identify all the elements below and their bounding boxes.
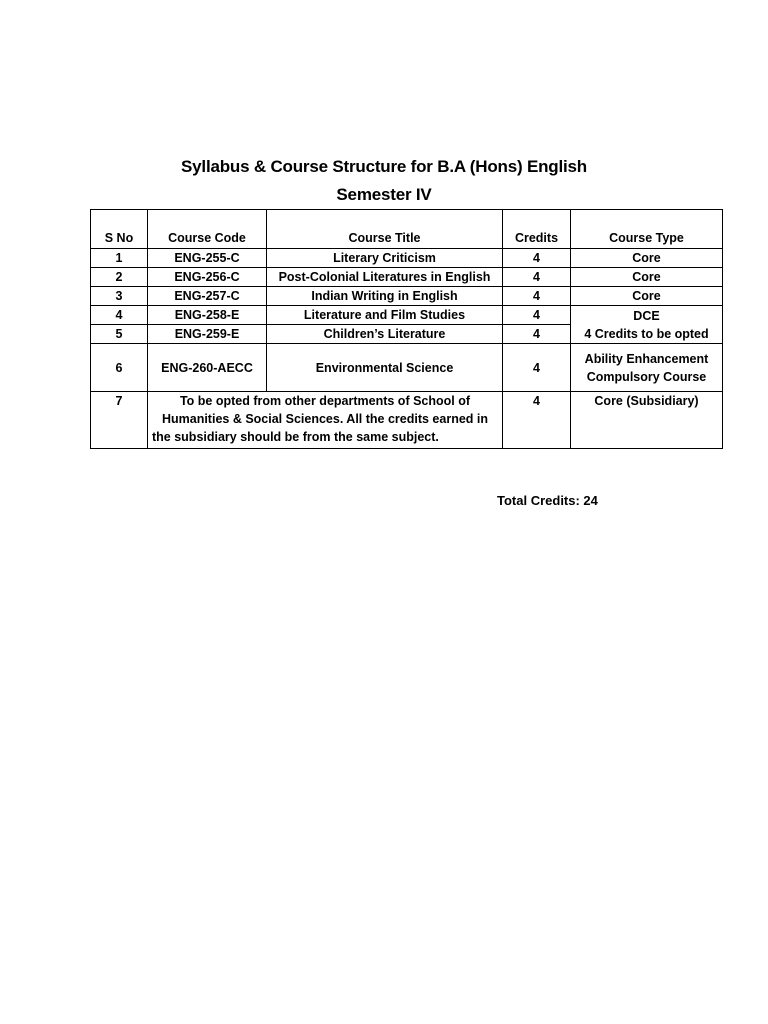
cell-sno: 3: [91, 287, 148, 306]
cell-sno: 7: [91, 392, 148, 449]
cell-credits: 4: [503, 249, 571, 268]
course-type-line1: Ability Enhancement: [584, 351, 709, 366]
cell-course-code: ENG-259-E: [148, 325, 267, 344]
table-row: [91, 344, 723, 392]
cell-course-type-dce: [571, 306, 723, 344]
table-row: [91, 392, 723, 449]
table-row: [91, 306, 723, 325]
cell-course-code: ENG-255-C: [148, 249, 267, 268]
dce-label: DCE: [633, 308, 660, 323]
cell-course-title: Children’s Literature: [267, 325, 503, 344]
cell-credits: 4: [503, 306, 571, 325]
cell-credits: 4: [503, 344, 571, 392]
cell-credits: 4: [503, 268, 571, 287]
table-row: [91, 268, 723, 287]
dce-note: 4 Credits to be opted: [584, 326, 709, 341]
column-header-credits: Credits: [503, 210, 571, 249]
column-header-course-type: Course Type: [571, 210, 723, 249]
cell-credits: 4: [503, 392, 571, 449]
cell-sno: 1: [91, 249, 148, 268]
cell-course-title: Environmental Science: [267, 344, 503, 392]
column-header-course-code: Course Code: [148, 210, 267, 249]
table-row: [91, 287, 723, 306]
cell-sno: 6: [91, 344, 148, 392]
course-type-line2: Compulsory Course: [586, 369, 707, 384]
cell-course-title: Indian Writing in English: [267, 287, 503, 306]
cell-credits: 4: [503, 287, 571, 306]
cell-course-type: Core (Subsidiary): [571, 392, 723, 449]
cell-sno: 5: [91, 325, 148, 344]
document-title: Syllabus & Course Structure for B.A (Hons) English: [181, 157, 587, 176]
total-credits: Total Credits: 24: [497, 493, 598, 508]
cell-sno: 2: [91, 268, 148, 287]
course-structure-table: [90, 209, 723, 449]
cell-course-code: ENG-257-C: [148, 287, 267, 306]
cell-course-title: Post-Colonial Literatures in English: [267, 268, 503, 287]
cell-sno: 4: [91, 306, 148, 325]
semester-heading: Semester IV: [336, 185, 432, 204]
column-header-sno: S No: [91, 210, 148, 249]
cell-course-code: ENG-258-E: [148, 306, 267, 325]
cell-course-title: Literature and Film Studies: [267, 306, 503, 325]
cell-course-code: ENG-260-AECC: [148, 344, 267, 392]
cell-course-type: Core: [571, 268, 723, 287]
cell-course-type: Core: [571, 249, 723, 268]
cell-course-type: [571, 344, 723, 392]
column-header-course-title: Course Title: [267, 210, 503, 249]
table-header-row: [91, 210, 723, 249]
cell-course-type: Core: [571, 287, 723, 306]
cell-subsidiary-description: To be opted from other departments of School of Humanities & Social Sciences. All the credits earned in the subsidiary should be from the same subject.: [148, 392, 503, 449]
cell-course-code: ENG-256-C: [148, 268, 267, 287]
cell-course-title: Literary Criticism: [267, 249, 503, 268]
table-row: [91, 249, 723, 268]
cell-credits: 4: [503, 325, 571, 344]
